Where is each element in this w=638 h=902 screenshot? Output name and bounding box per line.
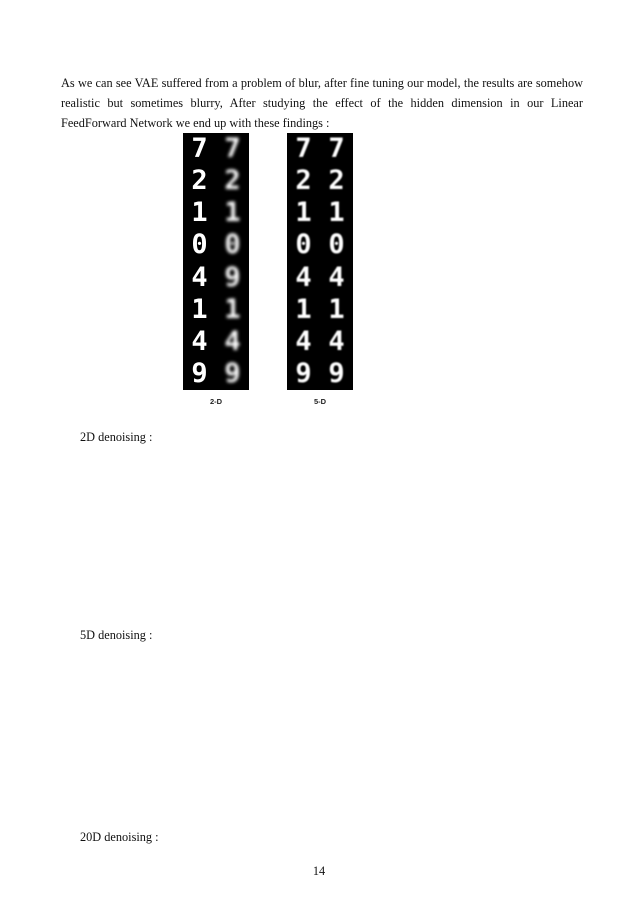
latent-digit: 4 — [328, 261, 345, 293]
latent-digit: 7 — [328, 133, 345, 164]
latent-panel-label: 2-D — [209, 397, 223, 406]
latent-digit: 1 — [224, 197, 241, 229]
latent-digit: 2 — [191, 165, 208, 197]
latent-digit: 9 — [224, 357, 241, 389]
latent-digit: 1 — [191, 293, 208, 325]
latent-digit: 4 — [295, 325, 312, 357]
latent-panel-2-d — [183, 133, 249, 390]
latent-digit: 4 — [191, 325, 208, 357]
latent-digit: 4 — [191, 261, 208, 293]
latent-digit: 7 — [191, 133, 208, 164]
latent-digit: 1 — [295, 293, 312, 325]
latent-digit: 0 — [224, 229, 241, 261]
page-number: 14 — [312, 864, 326, 878]
latent-digit: 9 — [191, 357, 208, 389]
intro-paragraph: As we can see VAE suffered from a problem of blur, after fine tuning our model, the results are somehow realistic but sometimes blurry, After studying the effect of the hidden dimension in our Linear FeedForward Network we end up with these findings : — [61, 76, 583, 131]
latent-digit: 4 — [295, 261, 312, 293]
latent-digit: 4 — [328, 325, 345, 357]
latent-digit: 2 — [295, 165, 312, 197]
latent-digit: 2 — [328, 165, 345, 197]
latent-digit: 7 — [224, 133, 241, 164]
latent-panel-5-d — [287, 133, 353, 390]
latent-digit: 0 — [191, 229, 208, 261]
latent-digit: 4 — [224, 325, 241, 357]
latent-digit: 1 — [328, 197, 345, 229]
latent-digit: 0 — [328, 229, 345, 261]
latent-digit: 7 — [295, 133, 312, 164]
section-20d-heading: 20D denoising : — [80, 830, 159, 844]
latent-digit: 0 — [295, 229, 312, 261]
latent-digit: 1 — [328, 293, 345, 325]
latent-digit: 1 — [295, 197, 312, 229]
latent-panel-label: 5-D — [313, 397, 327, 406]
latent-digit: 9 — [224, 261, 241, 293]
latent-digit: 2 — [224, 165, 241, 197]
latent-digit: 9 — [328, 357, 345, 389]
section-2d-heading: 2D denoising : — [80, 430, 153, 444]
latent-digit: 1 — [224, 293, 241, 325]
latent-digit: 1 — [191, 197, 208, 229]
section-5d-heading: 5D denoising : — [80, 628, 153, 642]
latent-digit: 9 — [295, 357, 312, 389]
